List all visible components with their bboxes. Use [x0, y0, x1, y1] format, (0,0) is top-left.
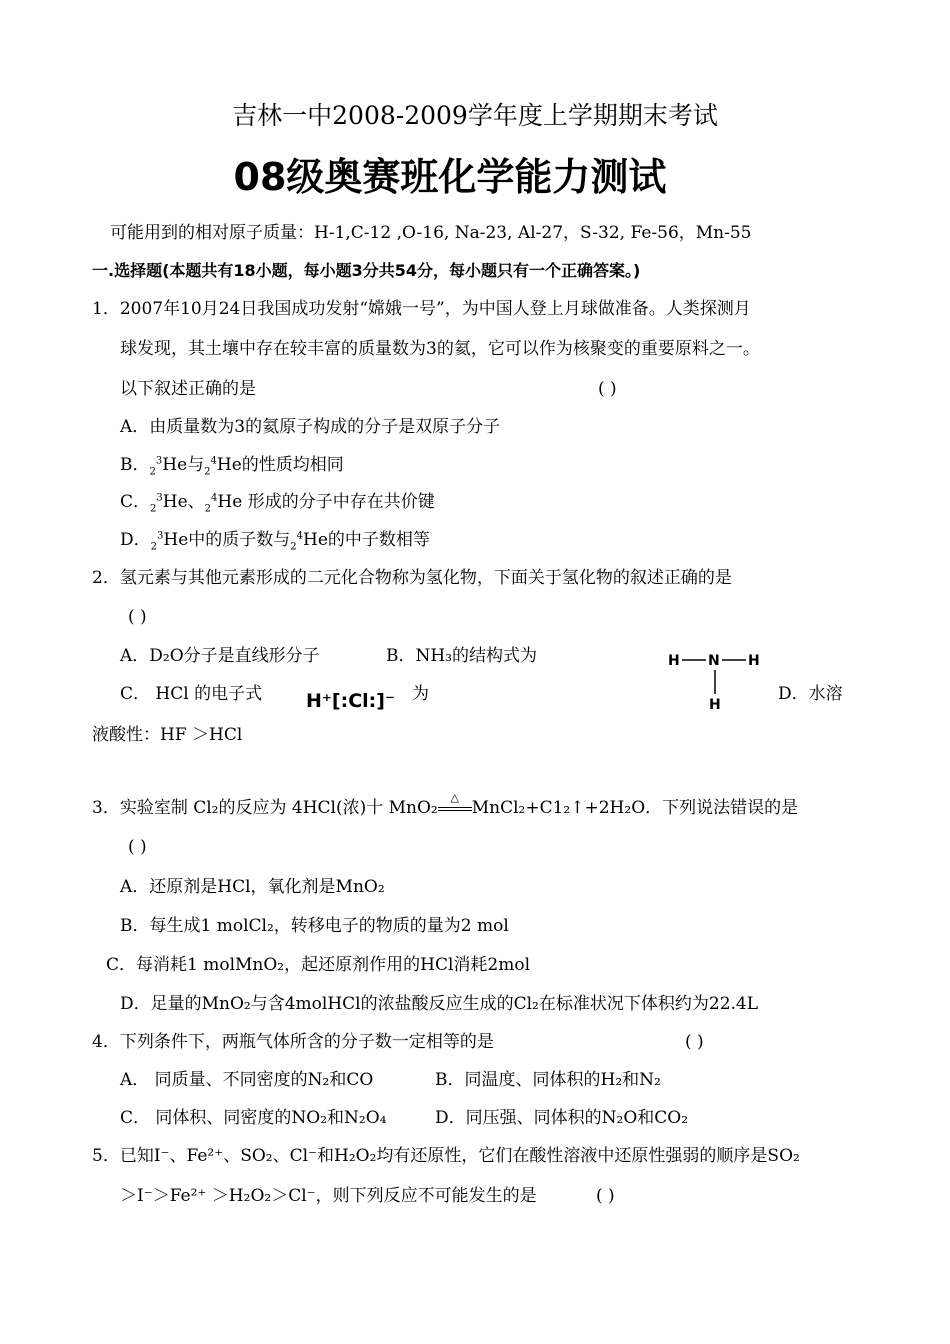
q1-option-d: D．$_2^3$He中的质子数与$_2^4$He的中子数相等: [120, 530, 430, 553]
struct-h-bottom: H: [709, 697, 721, 713]
q4-line1: 4．下列条件下，两瓶气体所含的分子数一定相等的是: [92, 1032, 494, 1052]
q3-option-d: D．足量的MnO₂与含4molHCl的浓盐酸反应生成的Cl₂在标准状况下体积约为22.4L: [120, 994, 759, 1014]
q3-line1: 3．实验室制 Cl₂的反应为 4HCl(浓)十 MnO₂ △ MnCl₂+C1₂↑+2H₂O．下列说法错误的是: [92, 797, 798, 819]
q3-answer-paren: ( ): [128, 837, 147, 857]
q4-option-a: A． 同质量、不同密度的N₂和CO: [120, 1070, 374, 1090]
q1-line2: 球发现，其土壤中存在较丰富的质量数为3的氦，它可以作为核聚变的重要原料之一。: [120, 339, 760, 359]
q2-option-d-cont: 液酸性：HF ＞HCl: [92, 725, 243, 745]
q2-option-c-suffix: 为: [412, 684, 429, 704]
struct-h-right: H: [748, 653, 760, 669]
q5-answer-paren: ( ): [596, 1186, 615, 1206]
q2-option-c: C． HCl 的电子式: [120, 684, 263, 704]
q1-line3: 以下叙述正确的是: [120, 379, 256, 399]
q3-option-a: A．还原剂是HCl，氧化剂是MnO₂: [120, 877, 385, 897]
q2-option-d: D．水溶: [778, 684, 843, 704]
q5-line1: 5．已知I⁻、Fe²⁺、SO₂、Cl⁻和H₂O₂均有还原性，它们在酸性溶液中还原性强弱的顺序是SO₂: [92, 1146, 800, 1166]
struct-n: N: [708, 653, 720, 669]
q1-option-b: B．$_2^3$He与$_2^4$He的性质均相同: [120, 455, 344, 478]
school-exam-line: 吉林一中2008-2009学年度上学期期末考试: [232, 101, 718, 130]
section-heading: 一.选择题(本题共有18小题，每小题3分共54分，每小题只有一个正确答案。): [92, 261, 641, 280]
q2-line1: 2．氢元素与其他元素形成的二元化合物称为氢化物，下面关于氢化物的叙述正确的是: [92, 568, 732, 588]
hcl-electron-formula: H⁺[:Cl:]⁻: [306, 690, 395, 712]
q5-line2: ＞I⁻＞Fe²⁺ ＞H₂O₂＞Cl⁻，则下列反应不可能发生的是: [120, 1186, 537, 1206]
atomic-masses: 可能用到的相对原子质量：H-1,C-12 ,O-16, Na-23, Al-27，S-32, Fe-56，Mn-55: [110, 223, 752, 243]
q3-option-b: B．每生成1 molCl₂，转移电子的物质的量为2 mol: [120, 916, 509, 936]
test-title: 08级奥赛班化学能力测试: [233, 155, 667, 199]
q4-option-b: B．同温度、同体积的H₂和N₂: [435, 1070, 661, 1090]
q1-option-a: A．由质量数为3的氦原子构成的分子是双原子分子: [120, 417, 501, 437]
q2-option-b: B．NH₃的结构式为: [386, 646, 538, 666]
q2-answer-paren: ( ): [128, 607, 147, 627]
q1-answer-paren: ( ): [598, 379, 617, 399]
nh3-structural-formula: [660, 648, 770, 718]
q3-option-c: C．每消耗1 molMnO₂，起还原剂作用的HCl消耗2mol: [106, 955, 531, 975]
heat-symbol: △: [450, 791, 459, 804]
q4-option-d: D．同压强、同体积的N₂O和CO₂: [435, 1108, 689, 1128]
q1-option-c: C．$_2^3$He、$_2^4$He 形成的分子中存在共价键: [120, 492, 435, 515]
q4-answer-paren: ( ): [685, 1032, 704, 1052]
q1-line1: 1．2007年10月24日我国成功发射“嫦娥一号”，为中国人登上月球做准备。人类探测月: [92, 299, 751, 319]
q2-option-a: A．D₂O分子是直线形分子: [120, 646, 320, 666]
q4-option-c: C． 同体积、同密度的NO₂和N₂O₄: [120, 1108, 387, 1128]
struct-h-left: H: [668, 653, 680, 669]
